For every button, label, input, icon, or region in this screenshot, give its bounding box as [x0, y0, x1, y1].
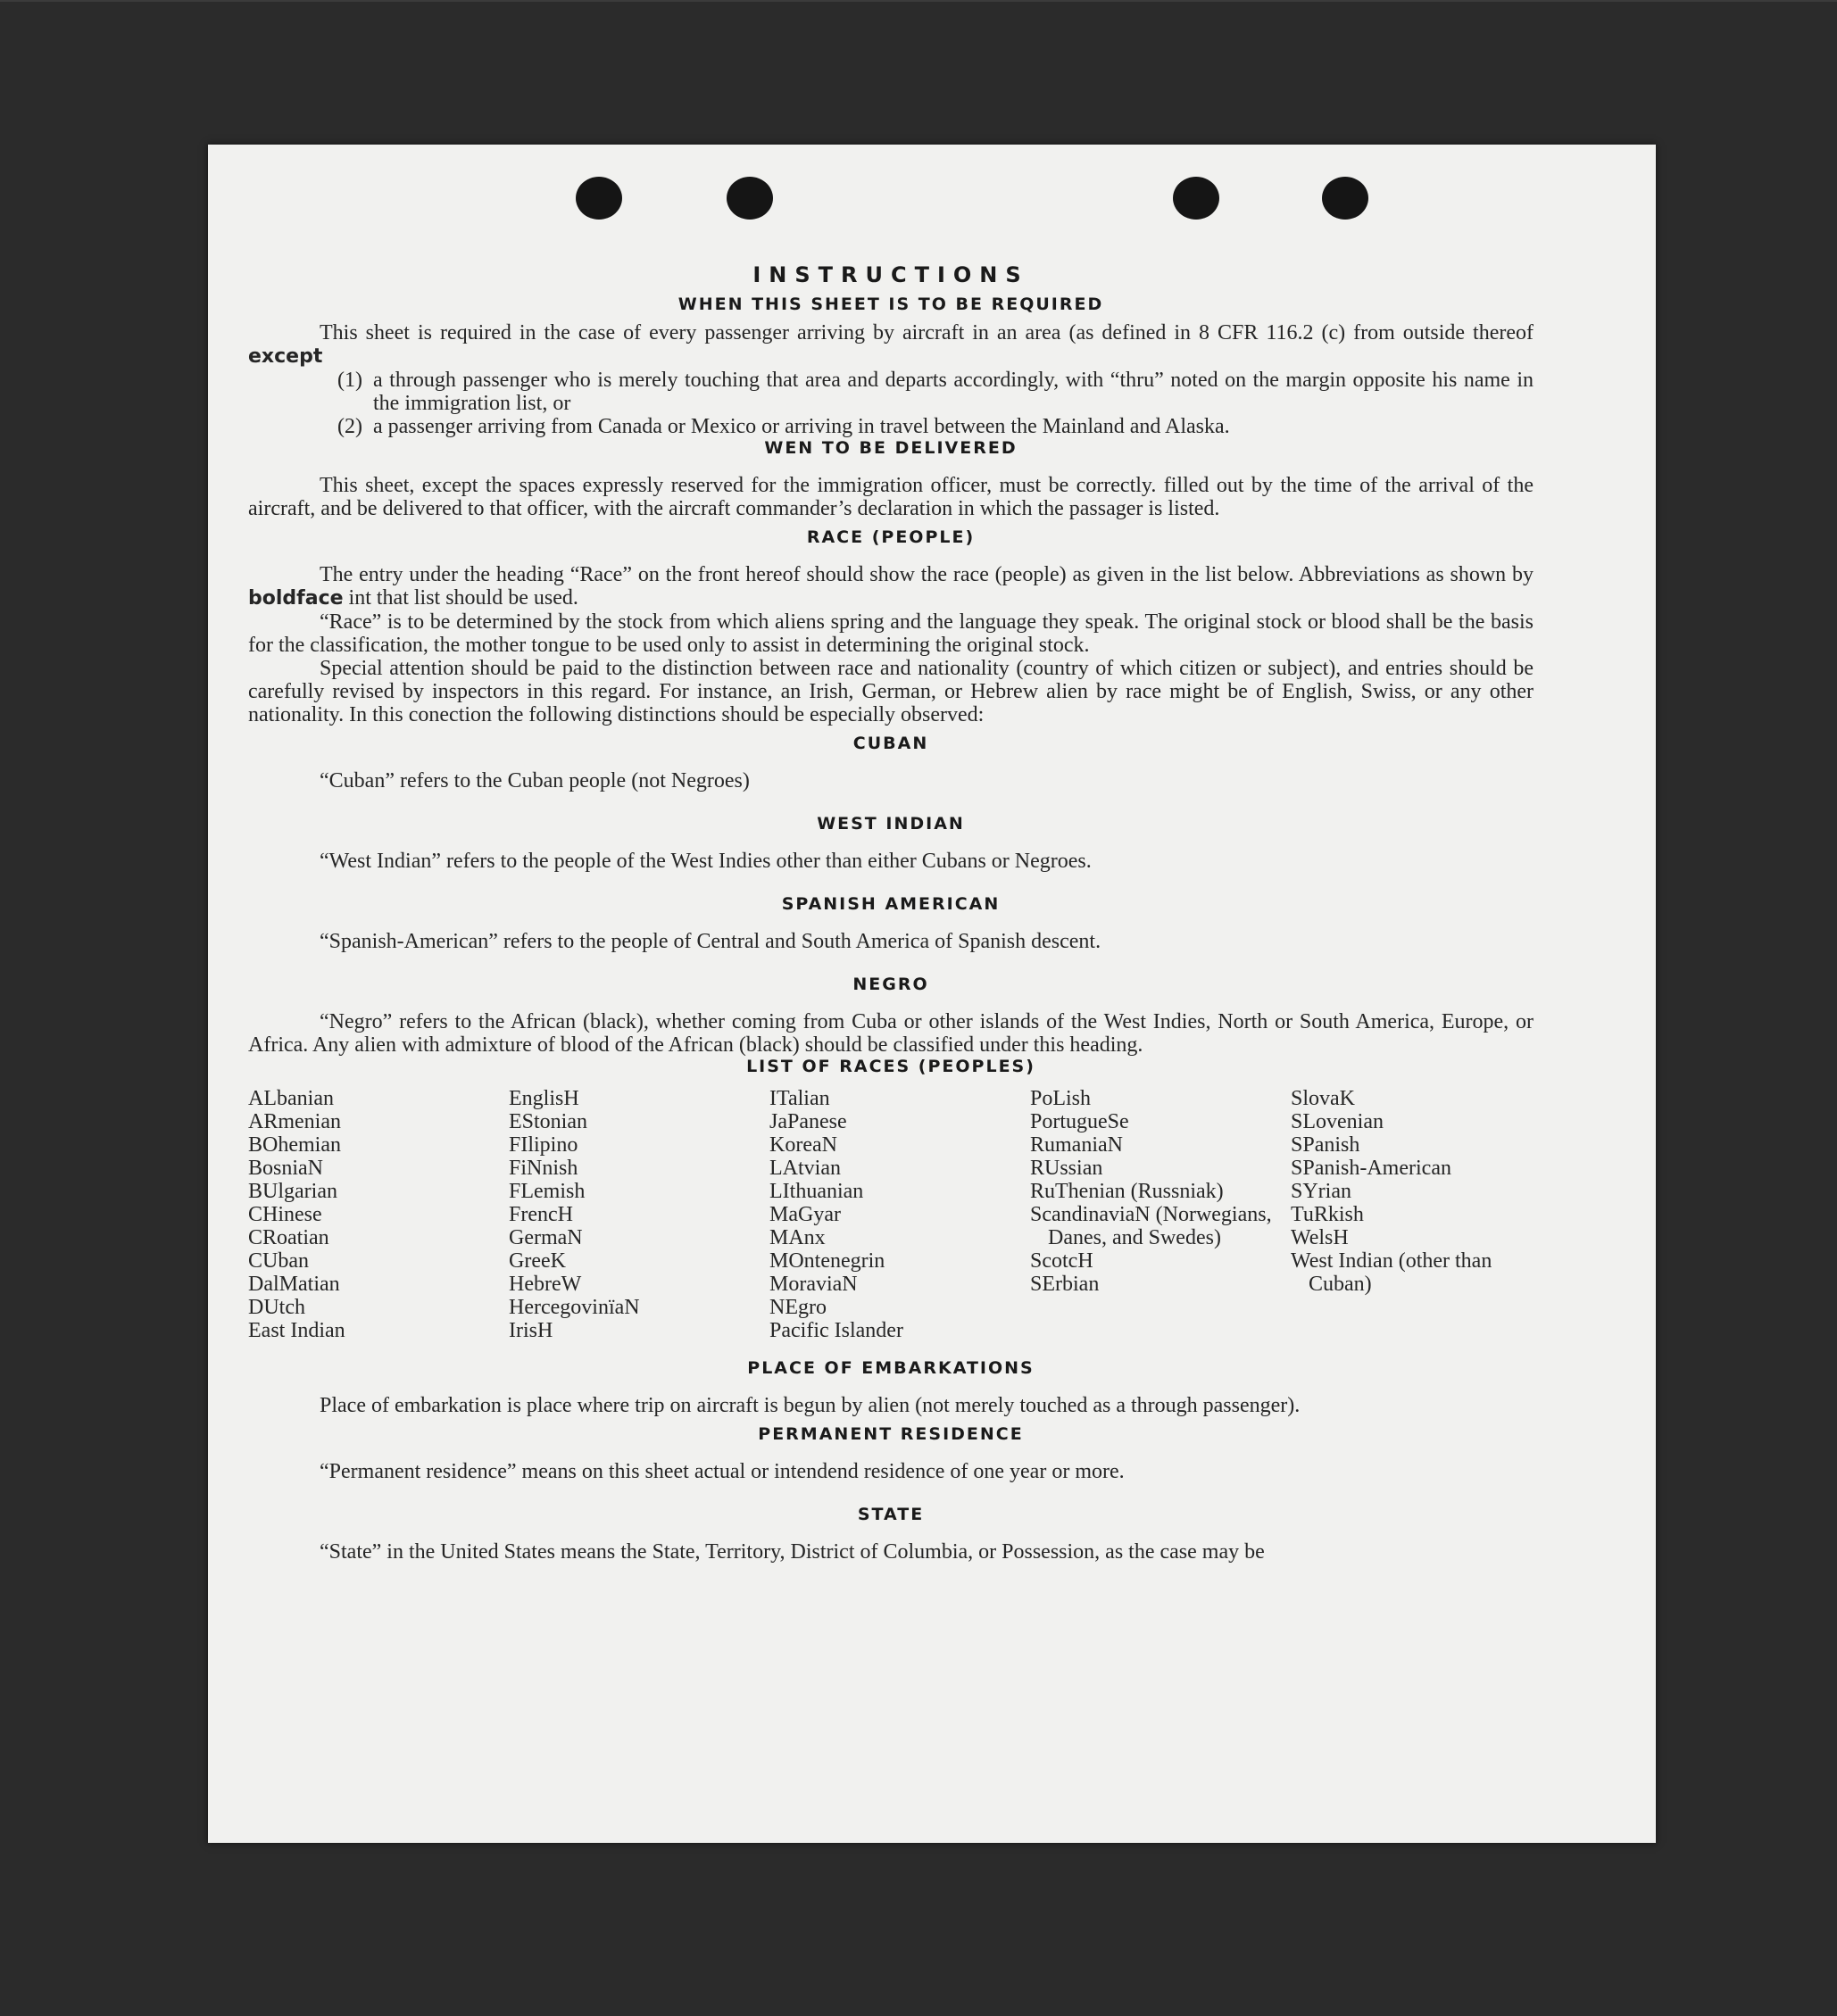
punch-hole [1173, 177, 1219, 220]
heading-state: STATE [857, 1505, 925, 1524]
except-keyword: except [248, 345, 323, 368]
race-entry: GreeK [509, 1249, 566, 1273]
race-entry: MaGyar [769, 1203, 841, 1226]
paragraph-negro: “Negro” refers to the African (black), whether coming from Cuba or other islands of the West Indies, North or South America, Europe, or Africa. Any alien with admixture of blood of the African (black) should be classified under this heading. [248, 1010, 1534, 1057]
list-item [337, 369, 1534, 415]
heading-when-delivered: WEN TO BE DELIVERED [764, 438, 1018, 458]
heading-embarkation: PLACE OF EMBARKATIONS [747, 1358, 1035, 1378]
race-entry: FiNnish [509, 1157, 578, 1180]
race-entry: RuThenian (Russniak) [1030, 1180, 1224, 1203]
race-entry: EnglisH [509, 1087, 579, 1110]
paragraph-race-1: The entry under the heading “Race” on the front hereof should show the race (people) as given in the list below. Abbreviations as shown by boldface int that list should be used. [248, 563, 1534, 610]
race-entry: PortugueSe [1030, 1110, 1129, 1133]
race-column [1030, 1087, 1291, 1342]
race-entry: Pacific Islander [769, 1319, 903, 1342]
paragraph-spanish-american: “Spanish-American” refers to the people of Central and South America of Spanish descent. [320, 930, 1101, 953]
race-entry: MoraviaN [769, 1273, 858, 1296]
punch-hole [1322, 177, 1368, 220]
heading-cuban: CUBAN [852, 734, 929, 753]
race-entry: EStonian [509, 1110, 587, 1133]
race-entry: ITalian [769, 1087, 830, 1110]
heading-race: RACE (PEOPLE) [806, 527, 976, 547]
race-entry: WelsH [1291, 1226, 1349, 1249]
paragraph-cuban: “Cuban” refers to the Cuban people (not Negroes) [320, 769, 750, 792]
race-entry: KoreaN [769, 1133, 837, 1157]
race-entry: ScotcH [1030, 1249, 1093, 1273]
race-entry: PoLish [1030, 1087, 1092, 1110]
race-entry: HercegovinïaN [509, 1296, 640, 1319]
heading-west-indian: WEST INDIAN [817, 814, 965, 834]
punch-hole [576, 177, 622, 220]
race-entry: SPanish-American [1291, 1157, 1451, 1180]
race-entry: CHinese [248, 1203, 322, 1226]
document-content [248, 262, 1534, 1564]
race-entry: FrencH [509, 1203, 573, 1226]
race-entry: SPanish [1291, 1133, 1360, 1157]
race-entry: JaPanese [769, 1110, 847, 1133]
race-entry: DalMatian [248, 1273, 340, 1296]
races-list [248, 1087, 1534, 1342]
race-entry: RumaniaN [1030, 1133, 1123, 1157]
race-column [248, 1087, 509, 1342]
race-entry: BOhemian [248, 1133, 341, 1157]
paragraph-state: “State” in the United States means the State, Territory, District of Columbia, or Possession, as the case may be [320, 1540, 1265, 1564]
race-entry: RUssian [1030, 1157, 1103, 1180]
race-entry: MAnx [769, 1226, 826, 1249]
race-entry: BUlgarian [248, 1180, 337, 1203]
race-entry: FLemish [509, 1180, 586, 1203]
list-text: a passenger arriving from Canada or Mexico or arriving in travel between the Mainland and Alaska. [373, 415, 1230, 438]
race-entry: LIthuanian [769, 1180, 864, 1203]
race-entry: SErbian [1030, 1273, 1100, 1296]
race-entry: NEgro [769, 1296, 827, 1319]
document-page [208, 145, 1656, 1843]
heading-list-of-races: LIST OF RACES (PEOPLES) [746, 1057, 1035, 1076]
list-item [337, 415, 1534, 438]
paragraph-race-3: Special attention should be paid to the distinction between race and nationality (country of which citizen or subject), and entries should be carefully revised by inspectors in this regard. For instance, an Irish, German, or Hebrew alien by race might be of English, Swiss, or any other nationality. In this conection the following distinctions should be especially observed: [248, 657, 1534, 726]
heading-spanish-american: SPANISH AMERICAN [781, 894, 1001, 914]
punch-hole [727, 177, 773, 220]
race-column [769, 1087, 1030, 1342]
race-entry: SlovaK [1291, 1087, 1355, 1110]
race-entry: HebreW [509, 1273, 582, 1296]
race-entry: SYrian [1291, 1180, 1351, 1203]
race-entry: West Indian (other than Cuban) [1291, 1249, 1492, 1296]
race-entry: DUtch [248, 1296, 305, 1319]
paragraph-west-indian: “West Indian” refers to the people of the West Indies other than either Cubans or Negroes. [320, 850, 1092, 873]
paragraph-permanent-residence: “Permanent residence” means on this sheet actual or intendend residence of one year or more. [320, 1460, 1125, 1483]
race-entry: MOntenegrin [769, 1249, 885, 1273]
heading-when-required: WHEN THIS SHEET IS TO BE REQUIRED [677, 295, 1104, 314]
race-entry: LAtvian [769, 1157, 841, 1180]
list-number: (2) [337, 415, 362, 438]
race-entry: CUban [248, 1249, 309, 1273]
heading-permanent-residence: PERMANENT RESIDENCE [758, 1424, 1024, 1444]
race-column [1291, 1087, 1551, 1342]
race-entry: GermaN [509, 1226, 583, 1249]
race-entry: ALbanian [248, 1087, 334, 1110]
race-entry: East Indian [248, 1319, 345, 1342]
document-title: INSTRUCTIONS [752, 262, 1029, 287]
boldface-keyword: boldface [248, 587, 344, 610]
list-text: a through passenger who is merely touching that area and departs accordingly, with “thru” noted on the margin opposite his name in the immigration list, or [373, 369, 1534, 415]
race-entry: IrisH [509, 1319, 553, 1342]
list-number: (1) [337, 369, 362, 392]
paragraph-embarkation: Place of embarkation is place where trip on aircraft is begun by alien (not merely touched as a through passenger). [320, 1394, 1301, 1417]
film-scratch [0, 0, 1837, 2]
race-entry: SLovenian [1291, 1110, 1384, 1133]
race-column [509, 1087, 769, 1342]
race-entry: ScandinaviaN (Norwegians, Danes, and Swedes) [1030, 1203, 1272, 1249]
paragraph-when-required: This sheet is required in the case of every passenger arriving by aircraft in an area (as defined in 8 CFR 116.2 (c) from outside thereof except [248, 321, 1534, 368]
paragraph-when-delivered: This sheet, except the spaces expressly reserved for the immigration officer, must be correctly. filled out by the time of the arrival of the aircraft, and be delivered to that officer, with the aircraft commander’s declaration in which the passager is listed. [248, 474, 1534, 520]
race-entry: CRoatian [248, 1226, 329, 1249]
heading-negro: NEGRO [852, 975, 929, 994]
paragraph-race-2: “Race” is to be determined by the stock from which aliens spring and the language they speak. The original stock or blood shall be the basis for the classification, the mother tongue to be used only to assist in determining the original stock. [248, 610, 1534, 657]
race-entry: FIlipino [509, 1133, 578, 1157]
race-entry: TuRkish [1291, 1203, 1364, 1226]
race-entry: ARmenian [248, 1110, 341, 1133]
race-entry: BosniaN [248, 1157, 323, 1180]
